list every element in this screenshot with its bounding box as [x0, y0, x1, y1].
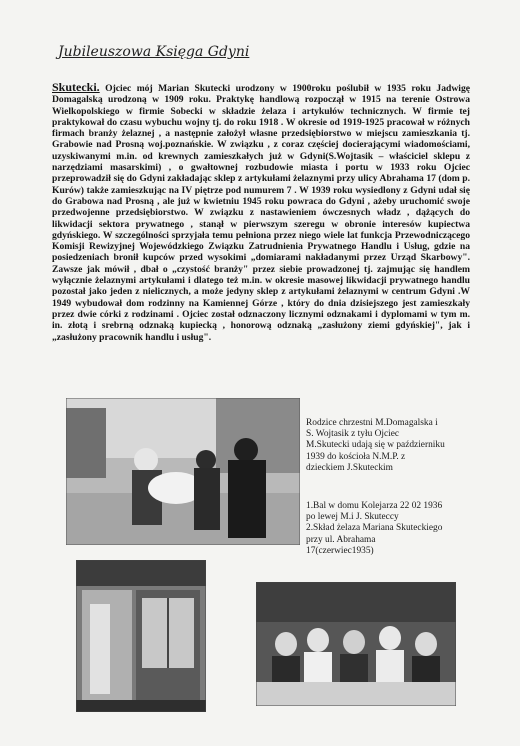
caption-line: 1939 do kościoła N.M.P. z: [306, 451, 406, 462]
caption-street-walk: [306, 418, 445, 474]
street-walk-photo: [66, 398, 300, 545]
caption-line: S. Wojtasik z tyłu Ojciec: [306, 429, 400, 440]
caption-line: 17(czerwiec1935): [306, 545, 374, 556]
caption-line: dzieckiem J.Skuteckim: [306, 462, 393, 473]
caption-line: Rodzice chrzestni M.Domagalska i: [306, 418, 438, 428]
street-walk-image: [66, 398, 300, 545]
ball-party-image: [256, 582, 456, 706]
lead-word: Skutecki.: [52, 80, 100, 94]
caption-line: przy ul. Abrahama: [306, 534, 376, 545]
caption-line: 2.Skład żelaza Mariana Skuteckiego: [306, 523, 443, 534]
storefront-image: [76, 560, 206, 712]
ball-party-photo: [256, 582, 456, 706]
caption-line: po lewej M.i J. Skuteccy: [306, 512, 399, 523]
caption-line: 1.Bal w domu Kolejarza 22 02 1936: [306, 501, 443, 511]
body-text: Ojciec mój Marian Skutecki urodzony w 1900roku poślubił w 1935 roku Jadwigę Domagalską urodzoną w 1909 roku. Praktykę handlową rozpoczął w 1915 na terenie Ostrowa Wielkopolskiego w firmie Sobecki w składzie żelaza i artykułów technicznych. W firmie tej praktykował do czasu wybuchu wojny tj. do roku 1918 . W okresie od 1919-1925 pracował w różnych firmach branży żelaznej , a następnie założył własne przedsiębiorstwo w miejscu zamieszkania tj. Grabowie nad Prosną woj.poznańskie. W związku , z coraz częściej docierającymi wiadomościami, uzyskiwanymi m.in. od krewnych zamieszkałych już w Gdyni(S.Wojtasik – właściciel sklepu z narzędziami masarskimi) , o gwałtownej rozbudowie miasta i portu w 1933 roku Ojciec przeprowadził się do Gdyni zakładając sklep z artykułami żelaznymi przy ulicy Abrahama 17 (dom p. Kurów) także zamieszkując na IV piętrze pod numurem 7 . W 1939 roku wysiedlony z Gdyni udał się do Grabowa nad Prosną , ale już w kwietniu 1945 roku powraca do Gdyni , ażeby uruchomić swoje przedwojenne przedsiębiorstwo. W związku z nastawieniem ówczesnych władz , dążących do likwidacji sektora prywatnego , stanął w pierwszym szeregu w obronie interesów kupiectwa gdyńskiego. W szczególności sprzyjała temu pełniona przez niego wiele lat funkcja Przewodniczącego Komisji Rewizyjnej Wojewódzkiego Związku Zatrudnienia Prywatnego Handlu i Usług, gdzie na posiedzeniach bronił kupców przed wysokimi „domiarami nakładanymi przez Urząd Skarbowy". Zawsze jak mówił , dbał o „czystość branży" przez siebie prowadzonej tj. zajmując się handlem wyłącznie żelaznymi artykułami i dlatego też m.in. w okresie masowej likwidacji prywatnego handlu pozostał jako jeden z nielicznych, a może jedyny sklep z artykułami żelaznymi w centrum Gdyni .W 1949 wybudował dom rodzinny na Kamiennej Górze , który do dnia dzisiejszego jest zamieszkały przez dwie córki z rodzinami . Ojciec został odznaczony licznymi odznakami i dyplomami w tym m. in. złotą i srebrną odznaką kupiecką , honorową odznaką „zasłużony ziemi gdyńskiej", jak i „zasłużony pracownik handlu i usług".: [52, 83, 470, 343]
page-title: Jubileuszowa Księga Gdyni: [58, 44, 250, 60]
shop-storefront-photo: [76, 560, 206, 712]
body-paragraph: [52, 82, 470, 343]
caption-ball-and-shop: [306, 501, 442, 557]
caption-line: M.Skutecki udają się w październiku: [306, 440, 445, 451]
